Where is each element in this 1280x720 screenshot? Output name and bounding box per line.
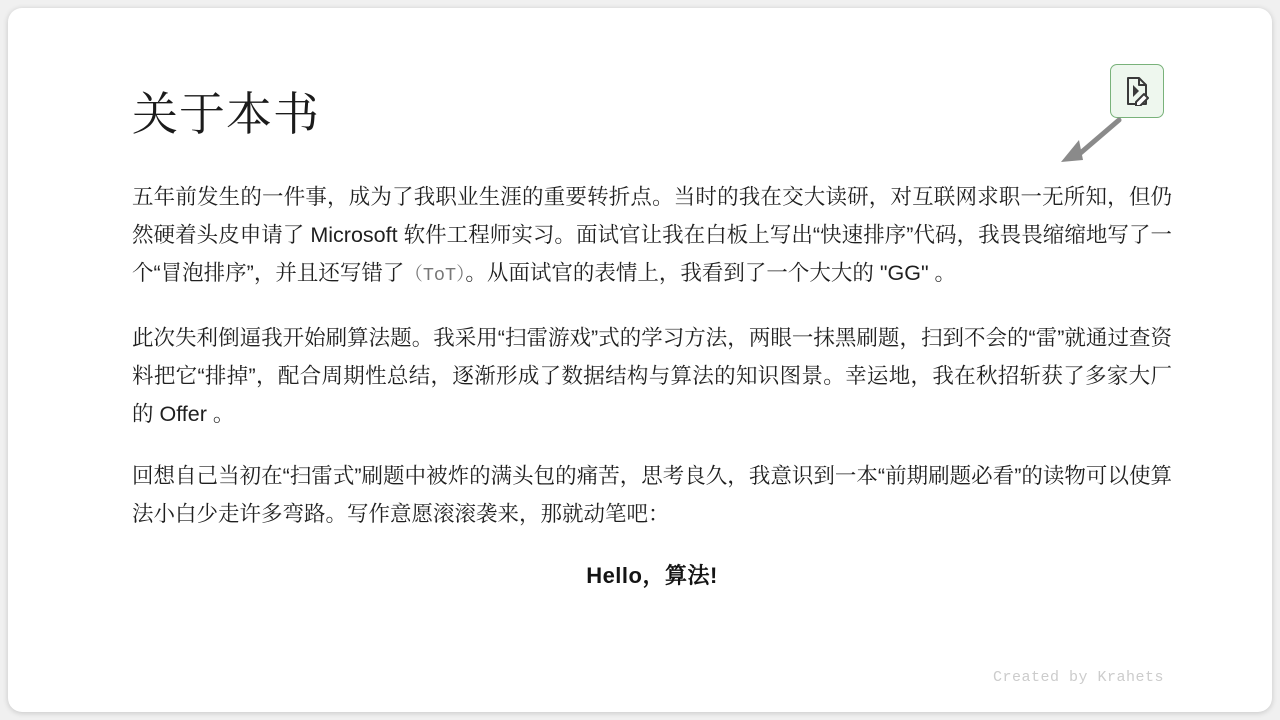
- paragraph-1-text-b: 。从面试官的表情上，我看到了一个大大的 "GG" 。: [465, 261, 957, 285]
- edit-document-button[interactable]: [1110, 64, 1164, 118]
- mouse-cursor-arrow-icon: [1057, 116, 1127, 164]
- footer-credit: Created by Krahets: [992, 669, 1164, 686]
- document-page: [8, 8, 1272, 712]
- paragraph-1: [132, 178, 1172, 295]
- article-body: [132, 178, 1172, 595]
- paragraph-2: 此次失利倒逼我开始刷算法题。我采用“扫雷游戏”式的学习方法，两眼一抹黑刷题，扫到不会的“雷”就通过查资料把它“排掉”，配合周期性总结，逐渐形成了数据结构与算法的知识图景。幸运地，我在秋招斩获了多家大厂的 Offer 。: [132, 326, 1172, 426]
- page-title: 关于本书: [132, 87, 320, 140]
- paragraph-1-code: （ToT）: [404, 265, 466, 286]
- edit-document-icon: [1124, 76, 1150, 106]
- paragraph-1-text-a: 五年前发生的一件事，成为了我职业生涯的重要转折点。当时的我在交大读研，对互联网求职一无所知，但仍然硬着头皮申请了 Microsoft 软件工程师实习。面试官让我在白板上写出“快速排序”代码，我畏畏缩缩地写了一个“冒泡排序”，并且还写错了: [132, 185, 1172, 285]
- document-content: [124, 8, 1172, 712]
- closing-line: Hello，算法!: [586, 563, 718, 588]
- paragraph-3: 回想自己当初在“扫雷式”刷题中被炸的满头包的痛苦，思考良久，我意识到一本“前期刷题必看”的读物可以使算法小白少走许多弯路。写作意愿滚滚袭来，那就动笔吧：: [132, 464, 1172, 526]
